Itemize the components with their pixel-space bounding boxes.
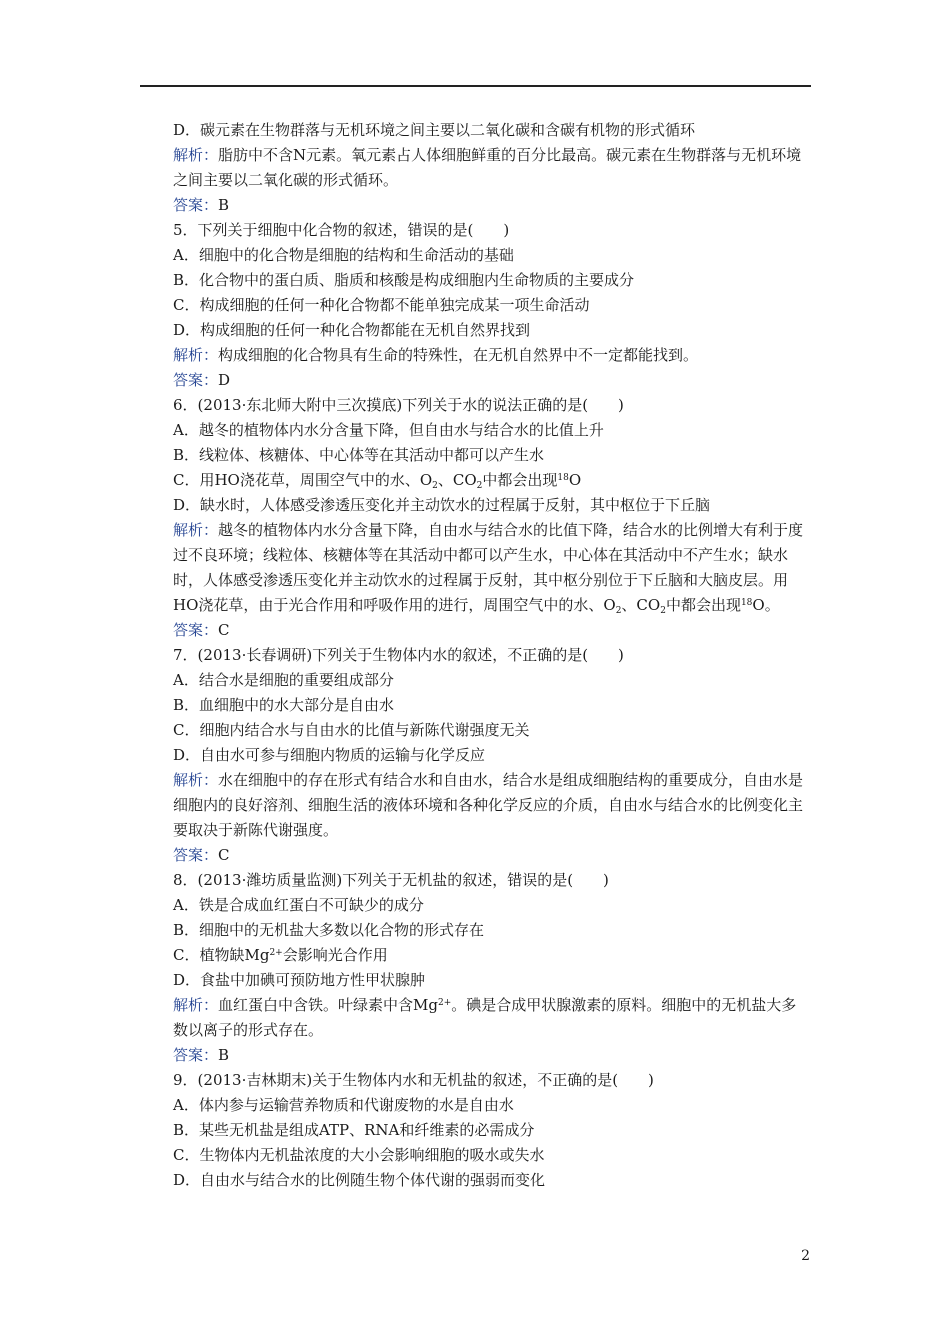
- answer-label: 答案：: [173, 196, 219, 214]
- analysis-label: 解析：: [173, 346, 219, 364]
- q6-option-a: A．越冬的植物体内水分含量下降，但自由水与结合水的比值上升: [173, 421, 604, 439]
- q6-answer: 答案：C: [173, 621, 230, 639]
- q7-option-b: B．血细胞中的水大部分是自由水: [173, 696, 395, 714]
- answer-label: 答案：: [173, 846, 219, 864]
- q6-option-c: C．用HO浇花草，周围空气中的水、$O_2$、$CO_2$中都会出现$^{18}$O: [173, 471, 582, 491]
- q7-analysis: 解析：水在细胞中的存在形式有结合水和自由水，结合水是组成细胞结构的重要成分，自由水是细胞内的良好溶剂、细胞生活的液体环境和各种化学反应的介质，自由水与结合水的比例变化主要取决于新陈代谢强度。: [173, 771, 804, 839]
- answer-label: 答案：: [173, 371, 219, 389]
- q4-answer: 答案：B: [173, 196, 230, 214]
- q8-option-b: B．细胞中的无机盐大多数以化合物的形式存在: [173, 921, 485, 939]
- answer-label: 答案：: [173, 621, 219, 639]
- q7-answer: 答案：C: [173, 846, 230, 864]
- q5-option-b: B．化合物中的蛋白质、脂质和核酸是构成细胞内生命物质的主要成分: [173, 271, 635, 289]
- q4-option-d: D．碳元素在生物群落与无机环境之间主要以二氧化碳和含碳有机物的形式循环: [173, 121, 696, 139]
- q6-option-b: B．线粒体、核糖体、中心体等在其活动中都可以产生水: [173, 446, 545, 464]
- q5-option-c: C．构成细胞的任何一种化合物都不能单独完成某一项生命活动: [173, 296, 590, 314]
- q7-option-d: D．自由水可参与细胞内物质的运输与化学反应: [173, 746, 486, 764]
- q7-option-a: A．结合水是细胞的重要组成部分: [173, 671, 394, 689]
- q6-stem: 6．(2013·东北师大附中三次摸底)下列关于水的说法正确的是( ): [173, 396, 624, 414]
- q9-option-c: C．生物体内无机盐浓度的大小会影响细胞的吸水或失水: [173, 1146, 545, 1164]
- analysis-label: 解析：: [173, 771, 219, 789]
- q9-option-a: A．体内参与运输营养物质和代谢废物的水是自由水: [173, 1096, 514, 1114]
- q9-stem: 9．(2013·吉林期末)关于生物体内水和无机盐的叙述，不正确的是( ): [173, 1071, 654, 1089]
- analysis-label: 解析：: [173, 996, 219, 1014]
- q8-option-c: C．植物缺$Mg^{2+}$会影响光合作用: [173, 946, 388, 964]
- q9-option-d: D．自由水与结合水的比例随生物个体代谢的强弱而变化: [173, 1171, 546, 1189]
- q5-answer: 答案：D: [173, 371, 231, 389]
- answer-label: 答案：: [173, 1046, 219, 1064]
- page-number: 2: [801, 1248, 810, 1264]
- q8-answer: 答案：B: [173, 1046, 230, 1064]
- analysis-label: 解析：: [173, 521, 219, 539]
- q7-option-c: C．细胞内结合水与自由水的比值与新陈代谢强度无关: [173, 721, 530, 739]
- q5-analysis: 解析：构成细胞的化合物具有生命的特殊性，在无机自然界中不一定都能找到。: [173, 346, 699, 364]
- page-content: [140, 118, 811, 1193]
- q6-option-d: D．缺水时，人体感受渗透压变化并主动饮水的过程属于反射，其中枢位于下丘脑: [173, 496, 711, 514]
- q8-stem: 8．(2013·潍坊质量监测)下列关于无机盐的叙述，错误的是( ): [173, 871, 609, 889]
- q8-option-d: D．食盐中加碘可预防地方性甲状腺肿: [173, 971, 426, 989]
- q4-analysis: 解析：脂肪中不含N元素。氧元素占人体细胞鲜重的百分比最高。碳元素在生物群落与无机环境之间主要以二氧化碳的形式循环。: [173, 146, 802, 189]
- q9-option-b: B．某些无机盐是组成ATP、RNA和纤维素的必需成分: [173, 1121, 535, 1139]
- analysis-label: 解析：: [173, 146, 219, 164]
- q8-analysis: 解析：血红蛋白中含铁。叶绿素中含$Mg^{2+}$。碘是合成甲状腺激素的原料。细胞中的无机盐大多数以离子的形式存在。: [173, 996, 797, 1039]
- header-rule: [140, 85, 811, 87]
- q6-analysis: 解析：越冬的植物体内水分含量下降，自由水与结合水的比值下降，结合水的比例增大有利于度过不良环境；线粒体、核糖体等在其活动中都可以产生水，中心体在其活动中不产生水；缺水时，人体感受渗透压变化并主动饮水的过程属于反射，其中枢分别位于下丘脑和大脑皮层。用HO浇花草，由于光合作用和呼吸作用的进行，周围空气中的水、$O_2$、$CO_2$中都会出现$^{18}$O。: [173, 521, 804, 616]
- q8-option-a: A．铁是合成血红蛋白不可缺少的成分: [173, 896, 424, 914]
- q5-stem: 5．下列关于细胞中化合物的叙述，错误的是( ): [173, 221, 510, 239]
- q7-stem: 7．(2013·长春调研)下列关于生物体内水的叙述，不正确的是( ): [173, 646, 624, 664]
- q5-option-a: A．细胞中的化合物是细胞的结构和生命活动的基础: [173, 246, 514, 264]
- q5-option-d: D．构成细胞的任何一种化合物都能在无机自然界找到: [173, 321, 531, 339]
